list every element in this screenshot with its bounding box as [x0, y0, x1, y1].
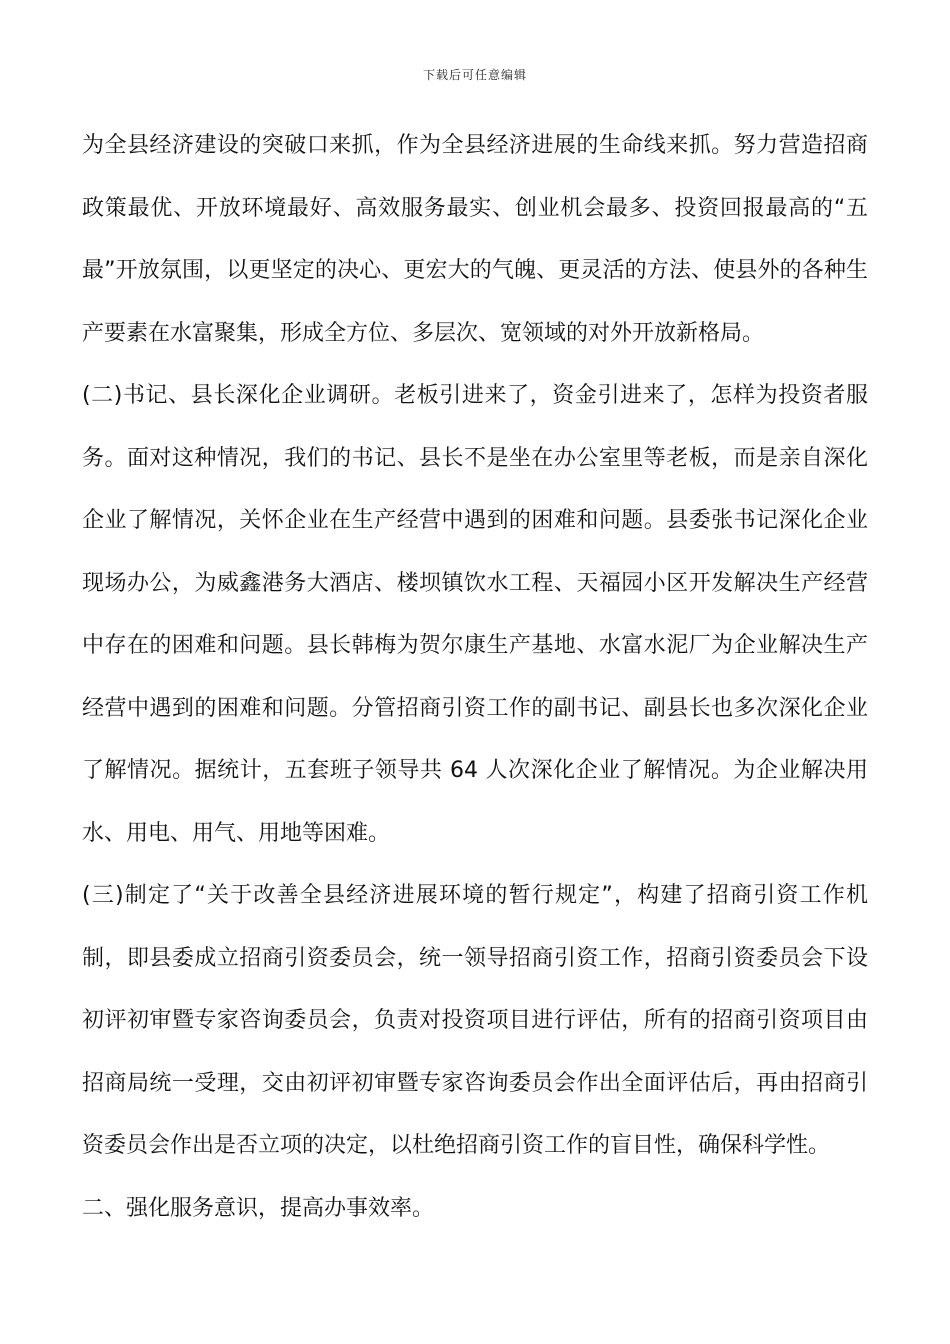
paragraph-2: (二)书记、县长深化企业调研。老板引进来了，资金引进来了，怎样为投资者服务。面对这种情况，我们的书记、县长不是坐在办公室里等老板，而是亲自深化企业了解情况，关怀企业在生产经营中遇到的困难和问题。县委张书记深化企业现场办公，为威鑫港务大酒店、楼坝镇饮水工程、天福园小区开发解决生产经营中存在的困难和问题。县长韩梅为贺尔康生产基地、水富水泥厂为企业解决生产经营中遇到的困难和问题。分管招商引资工作的副书记、副县长也多次深化企业了解情况。据统计，五套班子领导共 64 人次深化企业了解情况。为企业解决用水、用电、用气、用地等困难。 [82, 383, 868, 846]
paragraph-1: 为全县经济建设的突破口来抓，作为全县经济进展的生命线来抓。努力营造招商政策最优、开放环境最好、高效服务最实、创业机会最多、投资回报最高的“五最”开放氛围，以更坚定的决心、更宏大的气魄、更灵活的方法、使县外的各种生产要素在水富聚集，形成全方位、多层次、宽领域的对外开放新格局。 [82, 133, 868, 346]
section-heading: 二、强化服务意识，提高办事效率。 [82, 1195, 435, 1221]
header-note: 下载后可任意编辑 [422, 68, 527, 82]
document-body [82, 115, 868, 1240]
paragraph-3: (三)制定了“关于改善全县经济进展环境的暂行规定”，构建了招商引资工作机制，即县委成立招商引资委员会，统一领导招商引资工作，招商引资委员会下设初评初审暨专家咨询委员会，负责对投资项目进行评估，所有的招商引资项目由招商局统一受理，交由初评初审暨专家咨询委员会作出全面评估后，再由招商引资委员会作出是否立项的决定，以杜绝招商引资工作的盲目性，确保科学性。 [82, 883, 868, 1158]
